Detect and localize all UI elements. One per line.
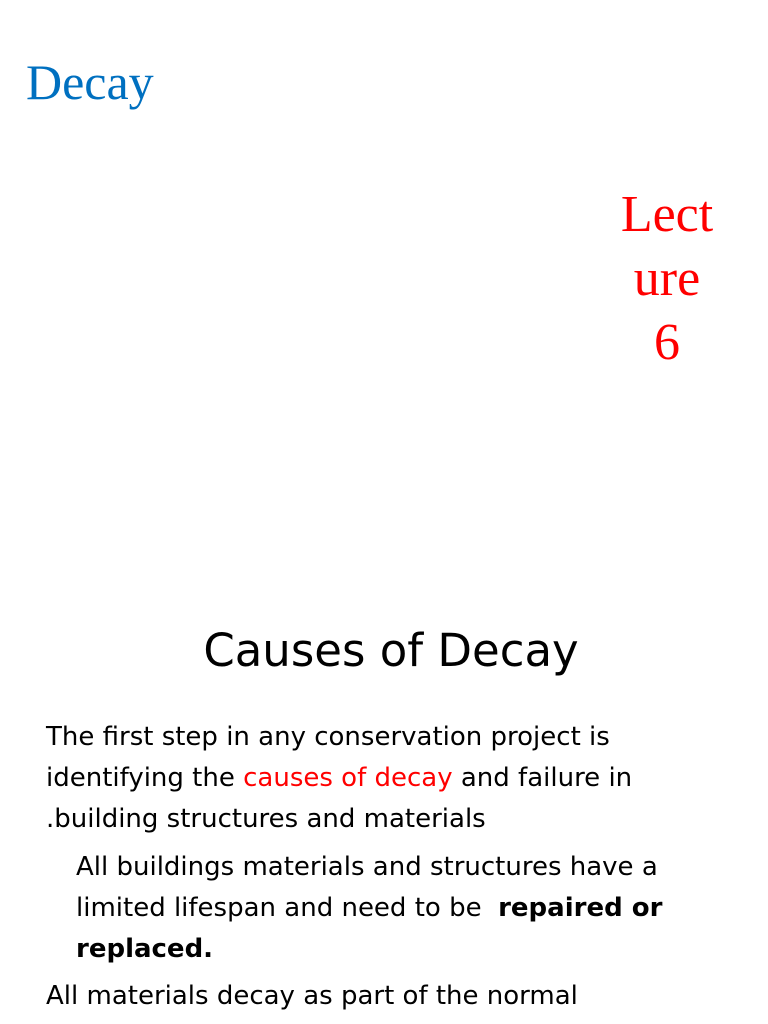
text-span: limited lifespan and need to be [76, 893, 499, 923]
bold-repaired-or: repaired or [498, 893, 663, 923]
text-span: identifying the [46, 763, 244, 793]
text-span: and failure in [452, 763, 633, 793]
paragraph-materials-decay [46, 976, 746, 1017]
paragraph-line: All buildings materials and structures have a [76, 852, 658, 882]
paragraph-line: All materials decay as part of the normal [46, 981, 578, 1011]
lecture-line-1: Lect [620, 186, 714, 243]
paragraph-first-step [46, 717, 746, 840]
slide-title: Decay [26, 54, 154, 110]
lecture-line-3: 6 [654, 314, 680, 371]
section-heading: Causes of Decay [203, 624, 579, 677]
paragraph-lifespan [76, 847, 766, 970]
paragraph-line [76, 888, 766, 929]
bold-replaced: replaced. [76, 934, 214, 964]
lecture-number [610, 183, 724, 375]
highlight-causes-of-decay: causes of decay [243, 763, 453, 793]
paragraph-line: .building structures and materials [46, 804, 486, 834]
paragraph-line: The first step in any conservation project is [46, 722, 610, 752]
lecture-line-2: ure [633, 250, 701, 307]
paragraph-line [46, 758, 746, 799]
